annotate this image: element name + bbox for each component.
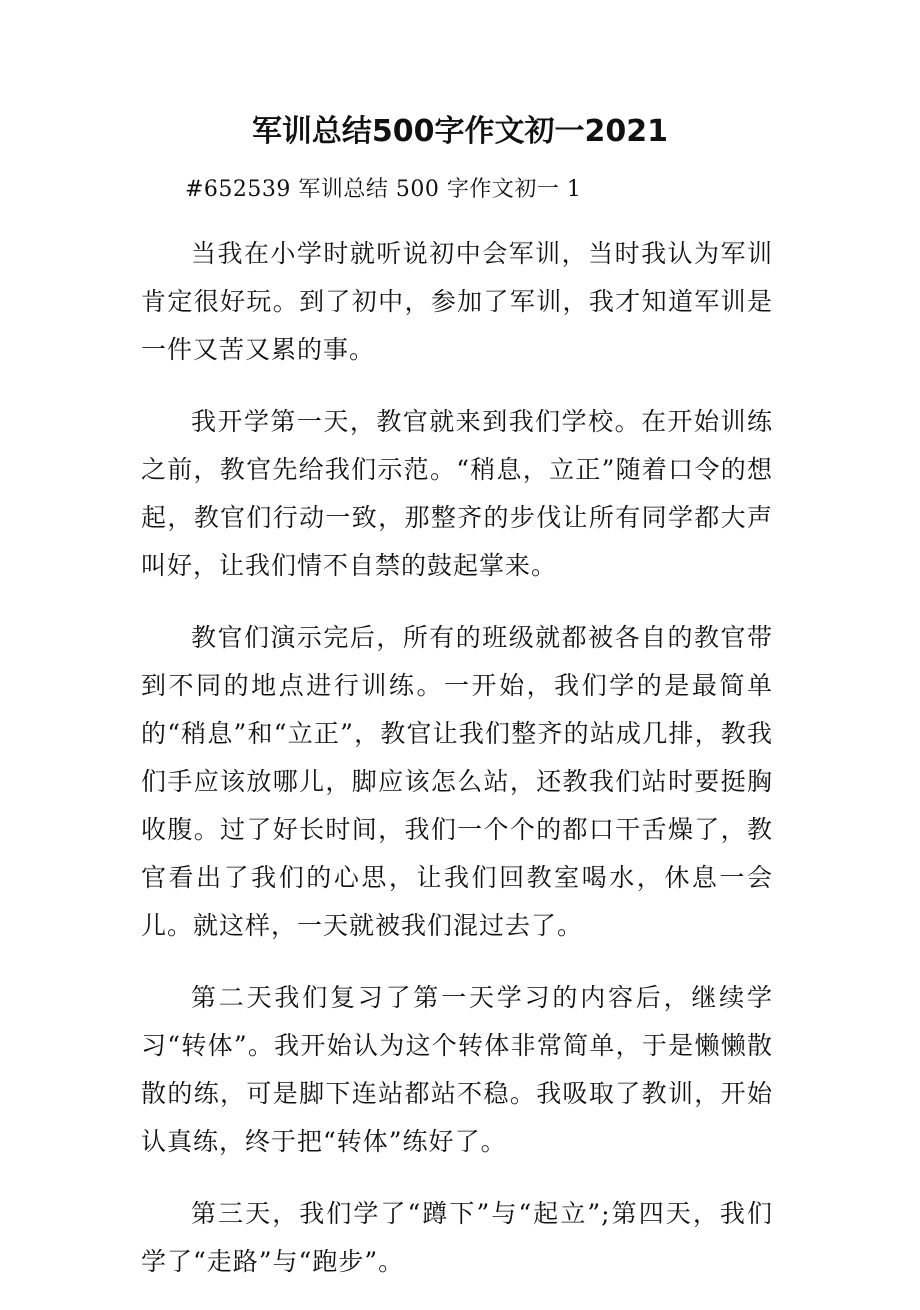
document-title: 军训总结500字作文初一2021 xyxy=(251,114,669,149)
paragraph-5: 第三天，我们学了“蹲下”与“起立”;第四天，我们学了“走路”与“跑步”。 xyxy=(141,1199,773,1276)
paragraph-3: 教官们演示完后，所有的班级就都被各自的教官带到不同的地点进行训练。一开始，我们学的是最简单的“稍息”和“立正”，教官让我们整齐的站成几排，教我们手应该放哪儿，脚应该怎么站，还教我们站时要挺胸收腹。过了好长时间，我们一个个的都口干舌燥了，教官看出了我们的心思，让我们回教室喝水，休息一会儿。就这样，一天就被我们混过去了。 xyxy=(141,623,773,940)
document-body xyxy=(141,166,773,1310)
paragraph-2: 我开学第一天，教官就来到我们学校。在开始训练之前，教官先给我们示范。“稍息，立正”随着口令的想起，教官们行动一致，那整齐的步伐让所有同学都大声叫好，让我们情不自禁的鼓起掌来。 xyxy=(141,407,773,580)
document-subheading: #652539 军训总结 500 字作文初一 1 xyxy=(185,177,582,202)
paragraph-1: 当我在小学时就听说初中会军训，当时我认为军训肯定很好玩。到了初中，参加了军训，我才知道军训是一件又苦又累的事。 xyxy=(141,239,773,364)
paragraph-4: 第二天我们复习了第一天学习的内容后，继续学习“转体”。我开始认为这个转体非常简单，于是懒懒散散的练，可是脚下连站都站不稳。我吸取了教训，开始认真练，终于把“转体”练好了。 xyxy=(141,983,773,1156)
